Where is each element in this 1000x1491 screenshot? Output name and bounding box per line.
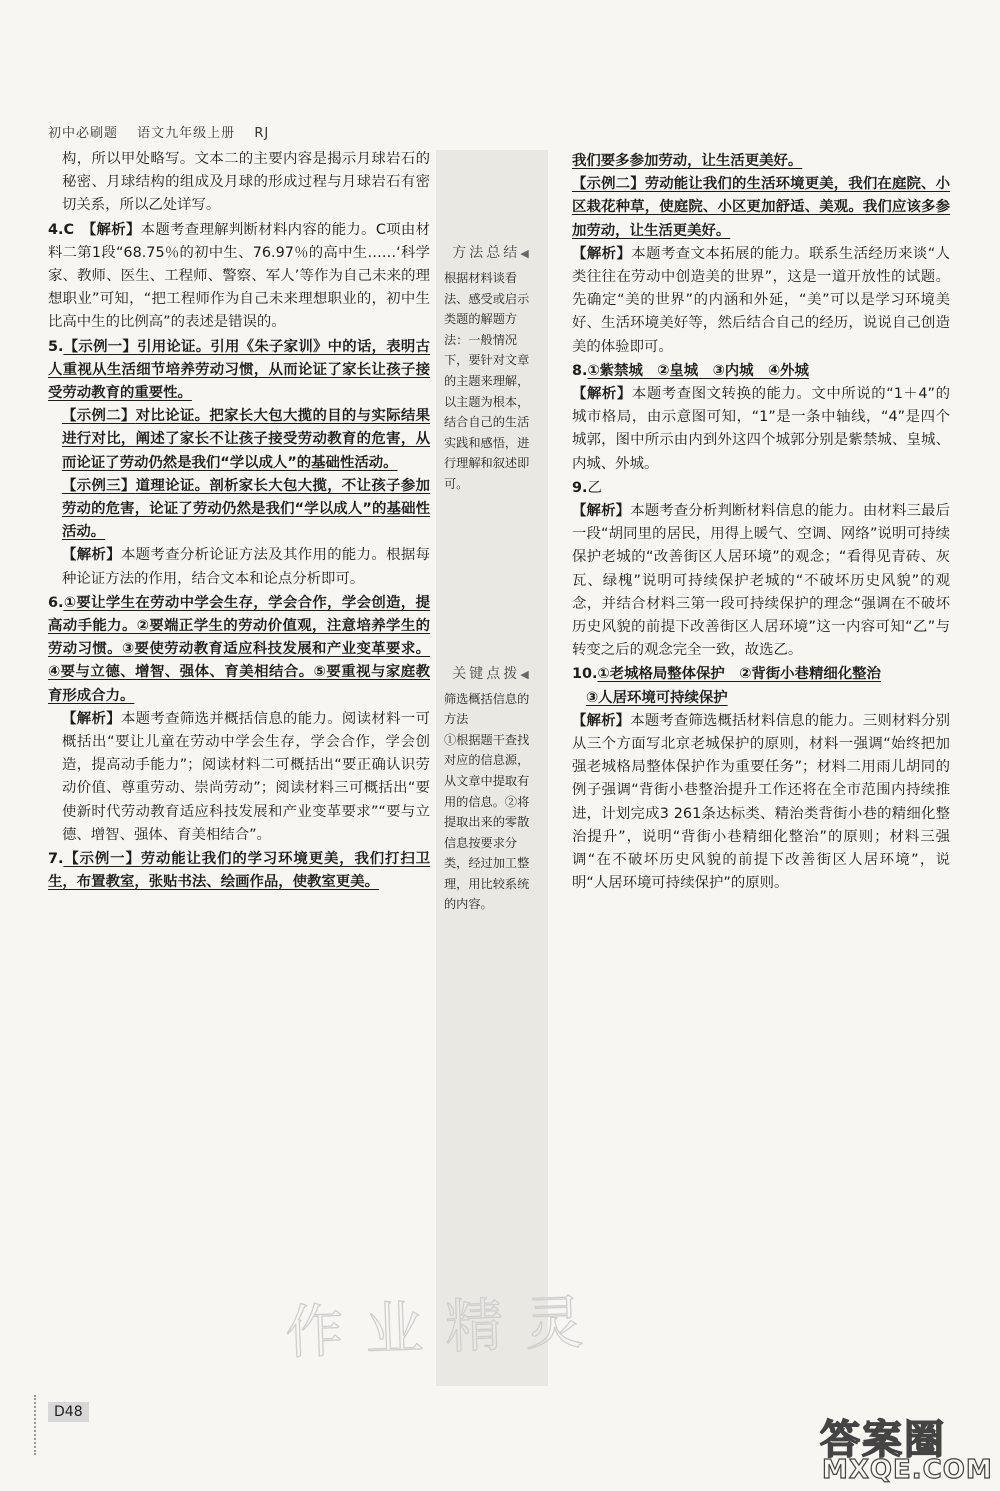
page-number: D48 [48, 1402, 89, 1422]
method-summary-title: 方法总结◀ [452, 245, 532, 261]
answer-7: 7.【示例一】劳动能让我们的学习环境更美，我们打扫卫生，布置教室，张贴书法、绘画作品，使教室更美。 [48, 851, 430, 891]
key-tips-title: 关键点拨◀ [452, 665, 532, 682]
answer-8-analysis: 【解析】本题考查图文转换的能力。文中所说的“1＋4”的城市格局，由示意图可知，“1”是一条中轴线，“4”是四个城郭，图中所示由内到外这四个城郭分别是紫禁城、皇城、内城、外城。 [572, 386, 950, 472]
book-title: 初中必刷题 [48, 126, 119, 141]
right-column [572, 150, 950, 896]
left-arrow-icon: ◀ [520, 247, 532, 260]
answer-9-analysis: 【解析】本题考查分析判断材料信息的能力。由材料三最后一段“胡同里的居民，用得上暖气、空调、网络”说明可持续保护老城的“改善街区人居环境”的观念；“看得见青砖、灰瓦、绿槐”说明可持续保护老城的“不破坏历史风貌”的观念，并结合材料三第一段可持续保护的理念“强调在不破坏历史风貌的前提下改善街区人居环境”这一内容可知“乙”与转变之后的观念完全一致，故选乙。 [572, 503, 950, 659]
answer-10: 10.①老城格局整体保护 ②背街小巷精细化整治 [572, 666, 881, 683]
continued-text: 构，所以甲处略写。文本二的主要内容是揭示月球岩石的秘密、月球结构的组成及月球的形成过程与月球岩石有密切关系，所以乙处详写。 [62, 151, 430, 214]
answer-8: 8.①紫禁城 ②皇城 ③内城 ④外城 [572, 362, 809, 379]
method-summary-body: 根据材料谈看法、感受或启示类题的解题方法：一般情况下，要针对文章的主题来理解，以主题为根本，结合自己的生活实践和感悟，进行理解和叙述即可。 [444, 271, 530, 491]
page-corner-dots [34, 1395, 46, 1455]
answer-5-example-2: 【示例二】对比论证。把家长大包大揽的目的与实际结果进行对比，阐述了家长不让孩子接受劳动教育的危害，从而论证了劳动仍然是我们“学以成人”的基础性活动。 [62, 408, 430, 471]
answer-4: 4.C 【解析】本题考查理解判断材料内容的能力。C项由材料二第1段“68.75％的初中生、76.97％的高中生……‘科学家、教师、医生、工程师、警察、军人’等作为自己未来的理想职业”可知，“把工程师作为自己未来理想职业的，初中生比高中生的比例高”的表述是错误的。 [48, 221, 430, 331]
answer-6-analysis: 【解析】本题考查筛选并概括信息的能力。阅读材料一可概括出“要让儿童在劳动中学会生存，学会合作，学会创造，提高动手能力”；阅读材料二可概括出“要正确认识劳动价值、尊重劳动、崇尚劳动”；阅读材料三可概括出“要使新时代劳动教育适应科技发展和产业变革要求”“要与立德、增智、强体、育美相结合”。 [62, 710, 430, 843]
key-tips-body: ①根据题干查找对应的信息源，从文章中提取有用的信息。②将提取出来的零散信息按要求分类，经过加工整理，用比较系统的内容。 [444, 732, 530, 912]
answer-7-cont: 我们要多参加劳动，让生活更美好。 [572, 153, 803, 169]
answer-9: 9.乙 [572, 479, 602, 496]
answer-7-analysis: 【解析】本题考查文本拓展的能力。联系生活经历来谈“人类往往在劳动中创造美的世界”，这是一道开放性的试题。先确定“美的世界”的内涵和外延，“美”可以是学习环境美好、生活环境美好等，然后结合自己的经历，说说自己创造美的体验即可。 [572, 245, 950, 355]
answer-5-example-1: 5.【示例一】引用论证。引用《朱子家训》中的话，表明古人重视从生活细节培养劳动习惯，从而论证了家长让孩子接受劳动教育的重要性。 [48, 338, 430, 402]
answer-7-example-2: 【示例二】劳动能让我们的生活环境更美，我们在庭院、小区栽花种草，使庭院、小区更加舒适、美观。我们应该多参加劳动，让生活更美好。 [572, 176, 950, 239]
answer-10-analysis: 【解析】本题考查筛选概括材料信息的能力。三则材料分别从三个方面写北京老城保护的原则，材料一强调“始终把加强老城格局整体保护作为重要任务”；材料二用雨儿胡同的例子强调“背街小巷整治提升工作还将在全市范围内持续推进，计划完成3 261条达标类、精治类背街小巷的精细化整治提升”，说明“背街小巷精细化整治”的原则；材料三强调“在不破坏历史风貌的前提下改善街区人居环境”，说明“人居环境可持续保护”的原则。 [572, 712, 950, 892]
site-logo: 答案圈 [820, 1417, 946, 1463]
watermark: 作业精灵 [284, 1287, 607, 1367]
answer-6: 6.①要让学生在劳动中学会生存，学会合作，学会创造，提高动手能力。②要端正学生的劳动价值观，注意培养学生的劳动习惯。③要使劳动教育适应科技发展和产业变革要求。④要与立德、增智、强体、育美相结合。⑤要重视与家庭教育形成合力。 [48, 594, 430, 704]
answer-5-example-3: 【示例三】道理论证。剖析家长大包大揽，不让孩子参加劳动的危害，论证了劳动仍然是我们“学以成人”的基础性活动。 [62, 477, 430, 541]
answer-5-analysis: 【解析】本题考查分析论证方法及其作用的能力。根据每种论证方法的作用，结合文本和论点分析即可。 [62, 547, 430, 587]
page-header [48, 122, 283, 141]
sidebar-tips [436, 150, 548, 1386]
key-tips-head: 筛选概括信息的方法 [444, 691, 530, 727]
left-arrow-icon: ◀ [520, 667, 532, 681]
answer-10-line2: ③人居环境可持续保护 [586, 689, 728, 706]
site-logo-url: MXQE.COM [822, 1455, 993, 1485]
edition: RJ [254, 126, 270, 141]
left-column [48, 148, 430, 895]
subject: 语文九年级上册 [137, 126, 236, 141]
